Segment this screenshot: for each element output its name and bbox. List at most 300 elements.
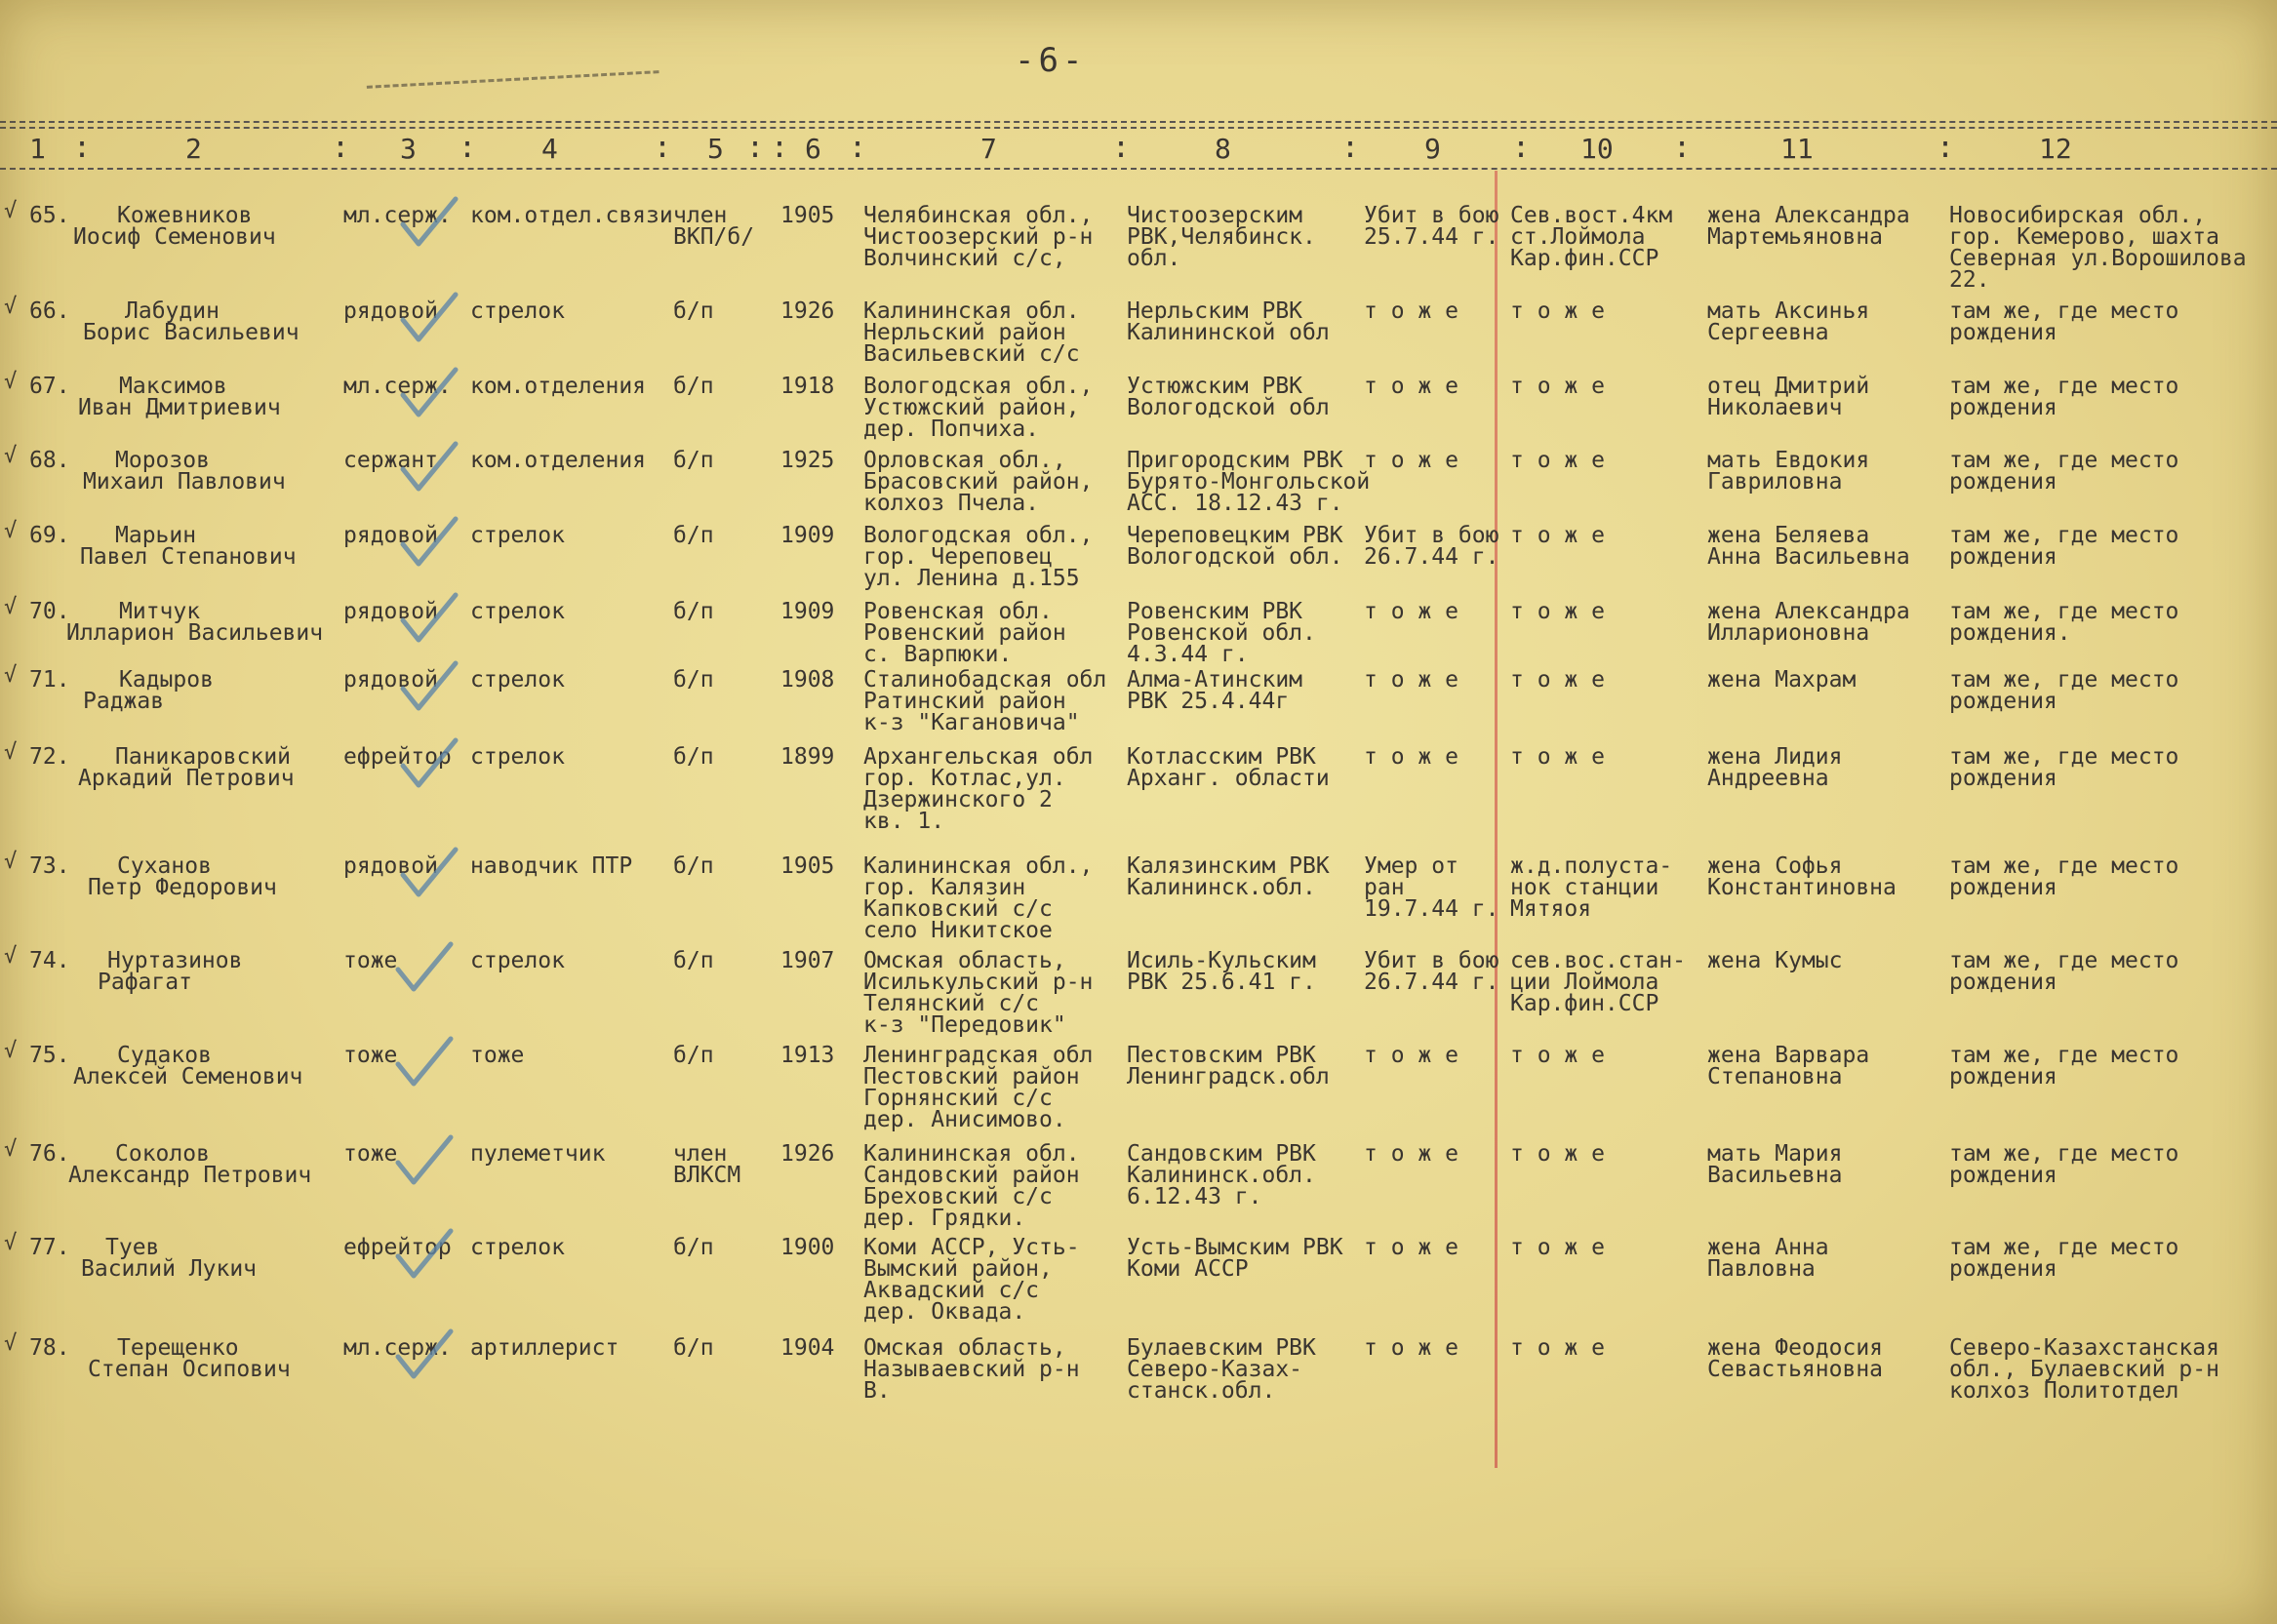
cell-draft-office	[1127, 855, 1330, 898]
given-names: Раджав	[83, 689, 165, 714]
cell-draft-office	[1127, 950, 1316, 993]
given-names: Иосиф Семенович	[73, 224, 276, 250]
cell-fate	[1364, 950, 1498, 993]
cell-row-number	[29, 1237, 70, 1258]
draft-office-line: Сандовским РВК	[1127, 1141, 1316, 1167]
relative-line: Николаевич	[1707, 395, 1843, 420]
fate-line: 26.7.44 г.	[1364, 544, 1499, 570]
relative-line: жена Беляева	[1707, 523, 1870, 548]
birthplace-line: В.	[863, 1378, 891, 1404]
fate-line: т о ж е	[1364, 1335, 1458, 1361]
check-mark-icon	[395, 736, 463, 795]
birthplace-line: к-з "Передовик"	[863, 1012, 1066, 1038]
cell-address	[1949, 601, 2178, 644]
page-number: -6-	[1015, 41, 1087, 80]
cell-birthplace	[863, 669, 1106, 733]
burial-place-line: т о ж е	[1510, 1141, 1605, 1167]
birthplace-line: Калининская обл.	[863, 298, 1080, 324]
draft-office-line: Калининск.обл.	[1127, 875, 1316, 900]
row-number-line: 78.	[29, 1335, 70, 1361]
given-names: Илларион Васильевич	[66, 620, 324, 646]
birthplace-line: Орловская обл.,	[863, 448, 1066, 473]
surname: Нуртазинов	[107, 948, 243, 973]
cell-address	[1949, 300, 2178, 343]
draft-office-line: Вологодской обл.	[1127, 544, 1343, 570]
cell-post	[470, 669, 565, 691]
draft-office-line: Пригородским РВК	[1127, 448, 1343, 473]
cell-birthplace	[863, 746, 1093, 832]
post-line: ком.отделения	[470, 374, 647, 399]
relative-line: Андреевна	[1707, 766, 1829, 791]
check-mark-icon	[395, 515, 463, 574]
post-line: ком.отделения	[470, 448, 647, 473]
cell-fate	[1364, 1045, 1458, 1066]
cell-birth-year	[780, 1045, 834, 1066]
tick-mark-icon: √	[4, 199, 18, 223]
surname: Митчук	[119, 599, 201, 624]
cell-burial-place	[1510, 669, 1605, 691]
rank-line: мл.серж.	[343, 203, 452, 228]
post-line: стрелок	[470, 667, 565, 693]
cell-post	[470, 746, 565, 768]
column-separator: :	[332, 131, 350, 165]
draft-office-line: Чистоозерским	[1127, 203, 1303, 228]
relative-line: Илларионовна	[1707, 620, 1870, 646]
burial-place-line: нок станции	[1510, 875, 1659, 900]
birthplace-line: Васильевский с/с	[863, 341, 1080, 367]
address-line: там же, где место	[1949, 744, 2179, 770]
cell-post	[470, 205, 673, 226]
cell-burial-place	[1510, 855, 1672, 920]
draft-office-line: Череповецким РВК	[1127, 523, 1343, 548]
rank-line: рядовой	[343, 599, 438, 624]
cell-draft-office	[1127, 669, 1302, 712]
row-number-line: 73.	[29, 853, 70, 879]
check-mark-icon	[390, 1327, 459, 1386]
birthplace-line: к-з "Кагановича"	[863, 710, 1080, 735]
cell-burial-place	[1510, 950, 1686, 1014]
burial-place-line: сев.вос.стан-	[1510, 948, 1687, 973]
cell-post	[470, 950, 565, 971]
tick-mark-icon: √	[4, 1231, 18, 1255]
burial-place-line: Мятяоя	[1510, 896, 1592, 922]
column-header-12: 12	[2039, 133, 2072, 165]
cell-fate	[1364, 1143, 1458, 1165]
relative-line: Степановна	[1707, 1064, 1843, 1089]
address-line: рождения	[1949, 1064, 2057, 1089]
birthplace-line: дер. Оквада.	[863, 1299, 1026, 1325]
birthplace-line: Волчинский с/с,	[863, 246, 1066, 271]
cell-birth-year	[780, 855, 834, 877]
party-line: б/п	[673, 448, 714, 473]
column-separator: :	[73, 131, 92, 165]
birth-year-line: 1913	[780, 1043, 835, 1068]
address-line: гор. Кемерово, шахта	[1949, 224, 2219, 250]
cell-post	[470, 601, 565, 622]
relative-line: жена Александра	[1707, 203, 1910, 228]
cell-burial-place	[1510, 205, 1672, 269]
draft-office-line: РВК 25.6.41 г.	[1127, 970, 1316, 995]
surname: Кожевников	[117, 203, 253, 228]
burial-place-line: Кар.фин.ССР	[1510, 991, 1659, 1016]
relative-line: Мартемьяновна	[1707, 224, 1884, 250]
surname: Соколов	[115, 1141, 210, 1167]
rank-line: рядовой	[343, 853, 438, 879]
row-number-line: 74.	[29, 948, 70, 973]
rank-line: тоже	[343, 948, 398, 973]
cell-fate	[1364, 746, 1458, 768]
cell-burial-place	[1510, 601, 1605, 622]
address-line: рождения	[1949, 970, 2057, 995]
check-mark-icon	[390, 1035, 459, 1093]
draft-office-line: Калязинским РВК	[1127, 853, 1330, 879]
birthplace-line: Брасовский район,	[863, 469, 1094, 495]
rank-line: рядовой	[343, 523, 438, 548]
row-number-line: 72.	[29, 744, 70, 770]
address-line: рождения	[1949, 469, 2057, 495]
draft-office-line: Булаевским РВК	[1127, 1335, 1316, 1361]
cell-relative	[1707, 1143, 1842, 1186]
draft-office-line: РВК,Челябинск.	[1127, 224, 1316, 250]
birthplace-line: Бреховский с/с	[863, 1184, 1053, 1209]
address-line: там же, где место	[1949, 853, 2179, 879]
fate-line: т о ж е	[1364, 667, 1458, 693]
cell-fate	[1364, 601, 1458, 622]
burial-place-line: т о ж е	[1510, 599, 1605, 624]
address-line: колхоз Политотдел	[1949, 1378, 2179, 1404]
address-line: там же, где место	[1949, 448, 2179, 473]
cell-burial-place	[1510, 525, 1605, 546]
relative-line: жена Лидия	[1707, 744, 1843, 770]
given-names: Алексей Семенович	[73, 1064, 303, 1089]
cell-address	[1949, 376, 2178, 418]
cell-birth-year	[780, 669, 834, 691]
party-line: б/п	[673, 744, 714, 770]
cell-relative	[1707, 669, 1856, 691]
draft-office-line: Исиль-Кульским	[1127, 948, 1316, 973]
birthplace-line: Исилькульский р-н	[863, 970, 1094, 995]
cell-post	[470, 376, 646, 397]
party-line: б/п	[673, 1335, 714, 1361]
party-line: б/п	[673, 599, 714, 624]
cell-birth-year	[780, 300, 834, 322]
given-names: Александр Петрович	[68, 1163, 312, 1188]
address-line: там же, где место	[1949, 1043, 2179, 1068]
birthplace-line: Телянский с/с	[863, 991, 1040, 1016]
birthplace-line: гор. Калязин	[863, 875, 1026, 900]
fate-line: т о ж е	[1364, 1235, 1458, 1260]
cell-row-number	[29, 1045, 70, 1066]
fate-line: 25.7.44 г.	[1364, 224, 1499, 250]
cell-row-number	[29, 525, 70, 546]
burial-place-line: т о ж е	[1510, 448, 1605, 473]
cell-post	[470, 450, 646, 471]
birth-year-line: 1899	[780, 744, 835, 770]
cell-party	[673, 376, 714, 397]
cell-address	[1949, 205, 2247, 291]
draft-office-line: обл.	[1127, 246, 1181, 271]
cell-fate	[1364, 525, 1498, 568]
tick-mark-icon: √	[4, 1331, 18, 1356]
draft-office-line: АСС. 18.12.43 г.	[1127, 491, 1343, 516]
surname: Марьин	[115, 523, 197, 548]
address-line: там же, где место	[1949, 523, 2179, 548]
check-mark-icon	[395, 366, 463, 424]
draft-office-line: Ленинградск.обл	[1127, 1064, 1330, 1089]
cell-birth-year	[780, 746, 834, 768]
draft-office-line: Арханг. области	[1127, 766, 1330, 791]
rank-line: рядовой	[343, 667, 438, 693]
relative-line: отец Дмитрий	[1707, 374, 1870, 399]
birthplace-line: Калининская обл.,	[863, 853, 1094, 879]
surname: Терещенко	[117, 1335, 239, 1361]
cell-birth-year	[780, 525, 834, 546]
party-line: б/п	[673, 948, 714, 973]
birthplace-line: колхоз Пчела.	[863, 491, 1040, 516]
check-mark-icon	[390, 1133, 459, 1192]
cell-fate	[1364, 205, 1498, 248]
relative-line: жена Софья	[1707, 853, 1843, 879]
cell-party	[673, 746, 714, 768]
party-line: б/п	[673, 298, 714, 324]
address-line: рождения	[1949, 395, 2057, 420]
column-separator: :	[654, 131, 672, 165]
cell-draft-office	[1127, 205, 1316, 269]
relative-line: мать Аксинья	[1707, 298, 1870, 324]
cell-party	[673, 205, 754, 248]
row-number-line: 65.	[29, 203, 70, 228]
given-names: Рафагат	[98, 970, 192, 995]
party-line: ВЛКСМ	[673, 1163, 741, 1188]
cell-relative	[1707, 746, 1842, 789]
relative-line: Константиновна	[1707, 875, 1897, 900]
cell-burial-place	[1510, 376, 1605, 397]
post-line: стрелок	[470, 744, 565, 770]
birthplace-line: дер. Попчиха.	[863, 416, 1040, 442]
cell-birthplace	[863, 1045, 1093, 1130]
draft-office-line: Вологодской обл	[1127, 395, 1330, 420]
cell-fate	[1364, 450, 1458, 471]
given-names: Борис Васильевич	[83, 320, 300, 345]
cell-party	[673, 450, 714, 471]
birthplace-line: Челябинская обл.,	[863, 203, 1094, 228]
cell-birth-year	[780, 205, 834, 226]
party-line: б/п	[673, 853, 714, 879]
cell-address	[1949, 525, 2178, 568]
cell-address	[1949, 746, 2178, 789]
relative-line: мать Евдокия	[1707, 448, 1870, 473]
cell-draft-office	[1127, 746, 1330, 789]
cell-party	[673, 601, 714, 622]
cell-draft-office	[1127, 1337, 1316, 1402]
birthplace-line: Омская область,	[863, 1335, 1066, 1361]
draft-office-line: Усть-Вымским РВК	[1127, 1235, 1343, 1260]
tick-mark-icon: √	[4, 370, 18, 394]
birthplace-line: дер. Грядки.	[863, 1206, 1026, 1231]
relative-line: жена Анна	[1707, 1235, 1829, 1260]
header-rule-top-2	[0, 127, 2277, 129]
draft-office-line: Калининской обл	[1127, 320, 1330, 345]
draft-office-line: Бурято-Монгольской	[1127, 469, 1371, 495]
cell-relative	[1707, 450, 1869, 493]
cell-party	[673, 1337, 714, 1359]
relative-line: жена Кумыс	[1707, 948, 1843, 973]
cell-fate	[1364, 1237, 1458, 1258]
cell-burial-place	[1510, 1337, 1605, 1359]
birthplace-line: Ровенский район	[863, 620, 1066, 646]
given-names: Аркадий Петрович	[78, 766, 295, 791]
rank-line: мл.серж.	[343, 374, 452, 399]
birth-year-line: 1909	[780, 523, 835, 548]
tick-mark-icon: √	[4, 519, 18, 543]
birthplace-line: Ратинский район	[863, 689, 1066, 714]
draft-office-line: Устюжским РВК	[1127, 374, 1303, 399]
party-line: б/п	[673, 1235, 714, 1260]
check-mark-icon	[395, 195, 463, 254]
column-separator: :	[459, 131, 477, 165]
cell-birthplace	[863, 1237, 1080, 1323]
cell-fate	[1364, 855, 1498, 920]
burial-place-line: ции Лоймола	[1510, 970, 1659, 995]
post-line: тоже	[470, 1043, 525, 1068]
cell-relative	[1707, 300, 1869, 343]
party-line: б/п	[673, 374, 714, 399]
cell-draft-office	[1127, 1237, 1343, 1280]
cell-draft-office	[1127, 1143, 1316, 1208]
draft-office-line: РВК 25.4.44г	[1127, 689, 1290, 714]
post-line: стрелок	[470, 523, 565, 548]
birthplace-line: гор. Котлас,ул.	[863, 766, 1066, 791]
burial-place-line: т о ж е	[1510, 744, 1605, 770]
cell-birth-year	[780, 1237, 834, 1258]
relative-line: мать Мария	[1707, 1141, 1843, 1167]
cell-row-number	[29, 450, 70, 471]
address-line: там же, где место	[1949, 667, 2179, 693]
relative-line: Гавриловна	[1707, 469, 1843, 495]
cell-fate	[1364, 300, 1458, 322]
cell-row-number	[29, 376, 70, 397]
cell-birth-year	[780, 1143, 834, 1165]
column-separator: :	[1512, 131, 1531, 165]
post-line: наводчик ПТР	[470, 853, 633, 879]
birthplace-line: Нерльский район	[863, 320, 1066, 345]
column-header-5: 5	[707, 133, 724, 165]
row-number-line: 75.	[29, 1043, 70, 1068]
column-header-9: 9	[1424, 133, 1441, 165]
surname: Судаков	[117, 1043, 212, 1068]
address-line: рождения.	[1949, 620, 2071, 646]
row-number-line: 77.	[29, 1235, 70, 1260]
party-line: б/п	[673, 523, 714, 548]
cell-party	[673, 525, 714, 546]
birthplace-line: Сталинобадская обл	[863, 667, 1107, 693]
row-number-line: 76.	[29, 1141, 70, 1167]
birthplace-line: с. Варпюки.	[863, 642, 1013, 667]
birthplace-line: дер. Анисимово.	[863, 1107, 1066, 1132]
cell-birthplace	[863, 300, 1080, 365]
post-line: стрелок	[470, 599, 565, 624]
party-line: член	[673, 203, 728, 228]
birth-year-line: 1905	[780, 853, 835, 879]
rank-line: мл.серж.	[343, 1335, 452, 1361]
burial-place-line: т о ж е	[1510, 523, 1605, 548]
address-line: рождения	[1949, 1163, 2057, 1188]
cell-burial-place	[1510, 1045, 1605, 1066]
birth-year-line: 1905	[780, 203, 835, 228]
birthplace-line: Устюжский район,	[863, 395, 1080, 420]
cell-birthplace	[863, 1337, 1080, 1402]
fate-line: т о ж е	[1364, 298, 1458, 324]
address-line: там же, где место	[1949, 374, 2179, 399]
cell-relative	[1707, 525, 1910, 568]
cell-birthplace	[863, 1143, 1080, 1229]
cell-birthplace	[863, 950, 1093, 1036]
red-pencil-line	[1495, 171, 1498, 1468]
fate-line: Убит в бою	[1364, 948, 1499, 973]
fate-line: 19.7.44 г.	[1364, 896, 1499, 922]
burial-place-line: ж.д.полуста-	[1510, 853, 1673, 879]
rank-line: сержант	[343, 448, 438, 473]
cell-draft-office	[1127, 376, 1330, 418]
fate-line: т о ж е	[1364, 448, 1458, 473]
birthplace-line: Вымский район,	[863, 1256, 1053, 1282]
column-separator: :	[771, 131, 789, 165]
column-header-7: 7	[980, 133, 997, 165]
given-names: Василий Лукич	[81, 1256, 258, 1282]
cell-fate	[1364, 669, 1458, 691]
post-line: стрелок	[470, 298, 565, 324]
relative-line: жена Махрам	[1707, 667, 1857, 693]
birthplace-line: ул. Ленина д.155	[863, 566, 1080, 591]
burial-place-line: Кар.фин.ССР	[1510, 246, 1659, 271]
cell-post	[470, 1045, 524, 1066]
draft-office-line: 4.3.44 г.	[1127, 642, 1249, 667]
draft-office-line: 6.12.43 г.	[1127, 1184, 1262, 1209]
tick-mark-icon: √	[4, 944, 18, 969]
cell-party	[673, 950, 714, 971]
cell-row-number	[29, 669, 70, 691]
cell-draft-office	[1127, 300, 1330, 343]
check-mark-icon	[395, 659, 463, 718]
tick-mark-icon: √	[4, 1039, 18, 1063]
cell-birthplace	[863, 376, 1093, 440]
tick-mark-icon: √	[4, 740, 18, 765]
birth-year-line: 1907	[780, 948, 835, 973]
fate-line: Убит в бою	[1364, 203, 1499, 228]
tick-mark-icon: √	[4, 663, 18, 688]
given-names: Петр Федорович	[88, 875, 277, 900]
birth-year-line: 1904	[780, 1335, 835, 1361]
cell-address	[1949, 1143, 2178, 1186]
cell-relative	[1707, 950, 1842, 971]
cell-row-number	[29, 855, 70, 877]
row-number-line: 67.	[29, 374, 70, 399]
cell-row-number	[29, 300, 70, 322]
post-line: стрелок	[470, 1235, 565, 1260]
cell-relative	[1707, 855, 1897, 898]
cell-address	[1949, 855, 2178, 898]
post-line: артиллерист	[470, 1335, 619, 1361]
address-line: рождения	[1949, 875, 2057, 900]
rank-line: тоже	[343, 1043, 398, 1068]
relative-line: Васильевна	[1707, 1163, 1843, 1188]
column-separator: :	[746, 131, 765, 165]
draft-office-line: Ровенской обл.	[1127, 620, 1316, 646]
draft-office-line: Алма-Атинским	[1127, 667, 1303, 693]
birthplace-line: Пестовский район	[863, 1064, 1080, 1089]
address-line: рождения	[1949, 320, 2057, 345]
check-mark-icon	[395, 846, 463, 904]
